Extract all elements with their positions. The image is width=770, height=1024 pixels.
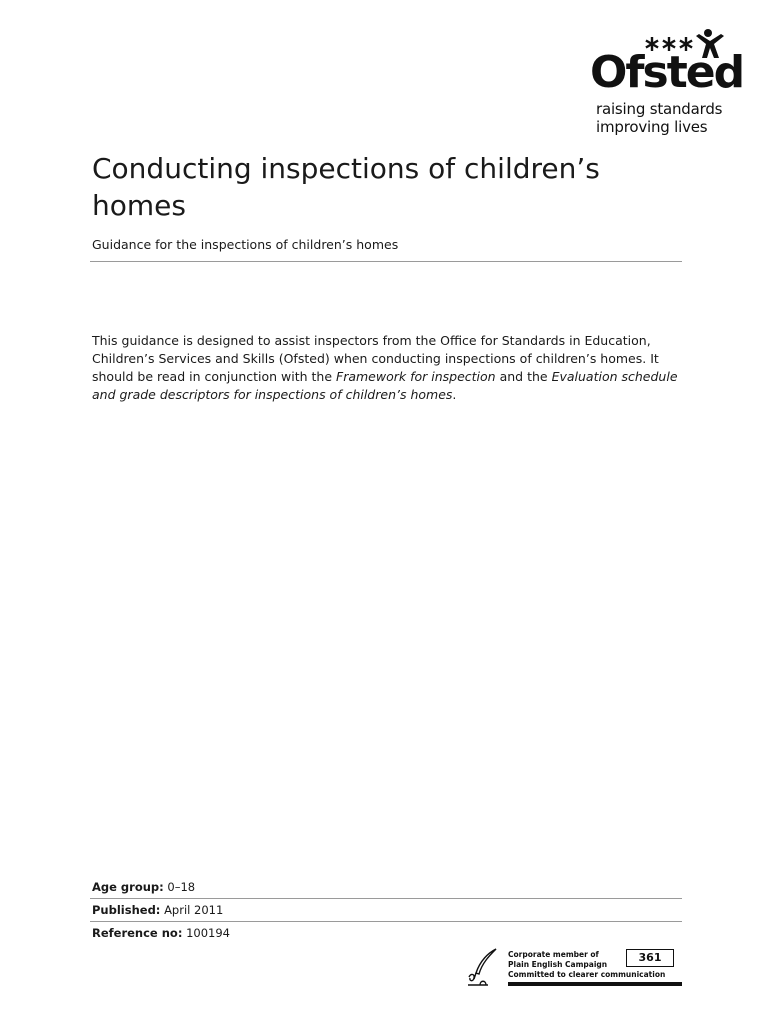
intro-paragraph [92,332,682,404]
ofsted-wordmark: Ofsted [590,47,744,98]
age-group-label: Age group: [92,880,164,894]
quill-icon [466,947,500,987]
plain-english-line-2: Plain English Campaign [508,960,608,969]
plain-english-mark [466,945,682,993]
title-divider [90,261,682,262]
framework-reference: Framework for inspection [336,369,496,384]
ofsted-logo [590,28,744,138]
plain-english-line-1: Corporate member of [508,950,599,959]
reference-value: 100194 [186,926,230,940]
published-value: April 2011 [164,903,224,917]
meta-divider-2 [90,921,682,922]
member-number-badge: 361 [626,949,674,967]
intro-text-3: . [452,387,457,402]
age-group-row [92,880,195,894]
document-subtitle: Guidance for the inspections of children’s homes [92,237,399,252]
tagline-line-2: improving lives [596,118,708,136]
intro-text-2: and the [495,369,552,384]
intro-text-1: This guidance is designed to assist inspectors from the Office for Standards in Education, Children’s Services and Skills (Ofsted) when conducting inspections of children’s homes. It should be read in conjunction with the [92,333,659,384]
document-title: Conducting inspections of children’s homes [92,152,600,222]
published-label: Published: [92,903,161,917]
plain-english-line-3: Committed to clearer communication [508,970,666,979]
meta-divider-1 [90,898,682,899]
tagline-line-1: raising standards [596,100,723,118]
evaluation-schedule-reference: Evaluation schedule and grade descriptors for inspections of children’s homes [92,369,678,402]
plain-english-underline [508,982,682,986]
reference-label: Reference no: [92,926,183,940]
age-group-value: 0–18 [167,880,196,894]
reference-row [92,926,230,940]
published-row [92,903,223,917]
